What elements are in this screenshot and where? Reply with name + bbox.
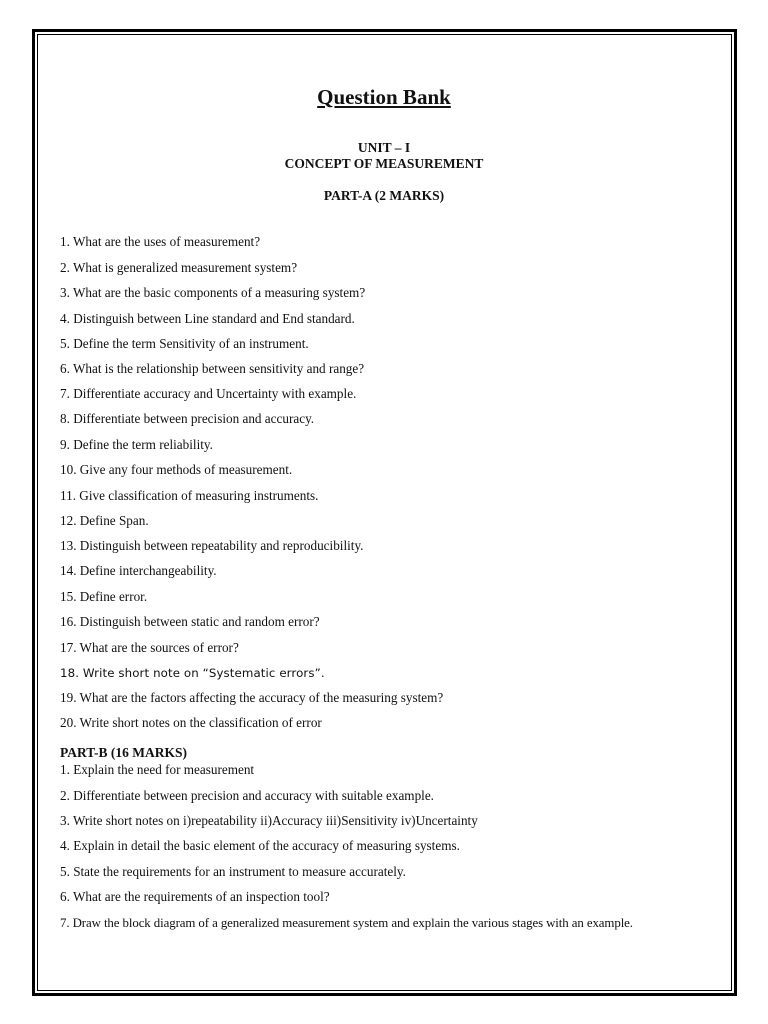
part-b-question: 5. State the requirements for an instrument to measure accurately. — [60, 864, 406, 879]
part-a-question: 20. Write short notes on the classification of error — [60, 715, 322, 730]
part-a-question: 3. What are the basic components of a measuring system? — [60, 285, 366, 300]
part-b-question: 1. Explain the need for measurement — [60, 762, 255, 777]
part-a-question: 14. Define interchangeability. — [60, 563, 217, 578]
part-a-question: 4. Distinguish between Line standard and End standard. — [60, 311, 355, 326]
part-a-question: 1. What are the uses of measurement? — [60, 234, 261, 249]
part-a-question: 16. Distinguish between static and random error? — [60, 614, 320, 629]
part-b-heading: PART-B (16 MARKS) — [60, 745, 188, 760]
part-a-question: 15. Define error. — [60, 589, 148, 604]
part-b-question: 2. Differentiate between precision and accuracy with suitable example. — [60, 788, 434, 803]
part-a-question: 7. Differentiate accuracy and Uncertainty with example. — [60, 386, 357, 401]
unit-name-heading: CONCEPT OF MEASUREMENT — [284, 156, 484, 171]
part-a-question: 18. Write short note on “Systematic errors”. — [60, 666, 325, 680]
part-a-question: 6. What is the relationship between sensitivity and range? — [60, 361, 365, 376]
part-a-question: 19. What are the factors affecting the accuracy of the measuring system? — [60, 690, 444, 705]
part-a-question: 5. Define the term Sensitivity of an instrument. — [60, 336, 309, 351]
part-a-question: 2. What is generalized measurement system? — [60, 260, 298, 275]
part-b-question: 7. Draw the block diagram of a generalized measurement system and explain the various stages with an example. — [60, 916, 633, 930]
unit-heading: UNIT – I — [357, 140, 411, 155]
part-a-heading: PART-A (2 MARKS) — [323, 188, 445, 203]
part-b-question: 3. Write short notes on i)repeatability ii)Accuracy iii)Sensitivity iv)Uncertainty — [60, 813, 478, 828]
part-a-question: 12. Define Span. — [60, 513, 149, 528]
part-a-question: 8. Differentiate between precision and accuracy. — [60, 411, 315, 426]
part-a-question: 13. Distinguish between repeatability and reproducibility. — [60, 538, 364, 553]
part-b-question: 4. Explain in detail the basic element of the accuracy of measuring systems. — [60, 838, 460, 853]
part-b-question: 6. What are the requirements of an inspection tool? — [60, 889, 330, 904]
document-title: Question Bank — [317, 85, 451, 109]
part-a-question: 17. What are the sources of error? — [60, 640, 239, 655]
part-a-question: 9. Define the term reliability. — [60, 437, 213, 452]
part-a-question: 11. Give classification of measuring instruments. — [60, 488, 319, 503]
part-a-question: 10. Give any four methods of measurement. — [60, 462, 293, 477]
